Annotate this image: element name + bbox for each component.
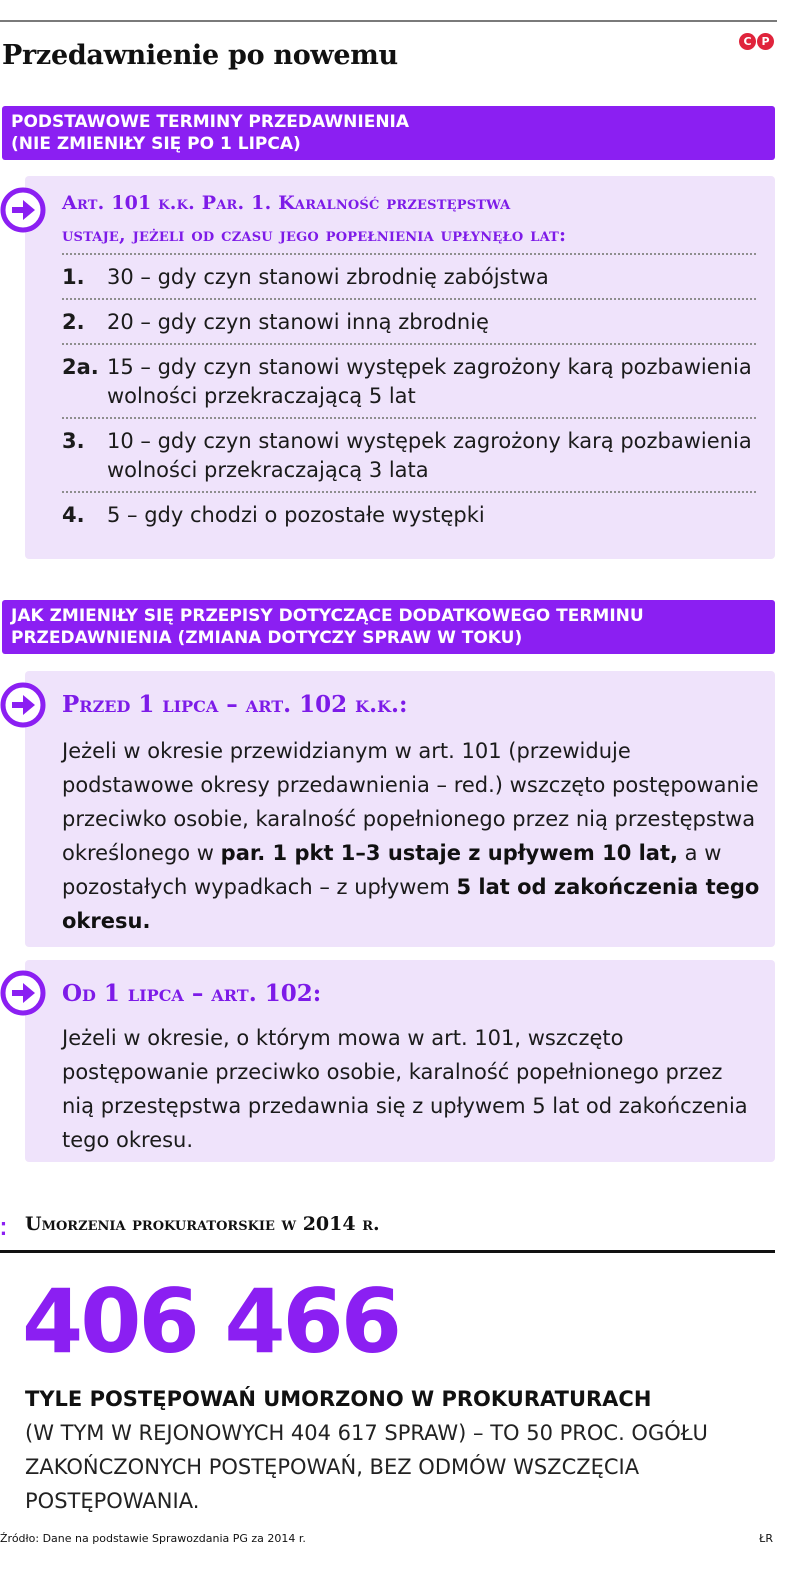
art102-new-text: Jeżeli w okresie, o którym mowa w art. 101, wszczęto postępowanie przeciwko osobie, karalność popełnionego przez nią przestępstwa przedawnia się z upływem 5 lat od zakończenia tego okresu. [62, 1026, 748, 1152]
band1-line2: (NIE ZMIENIŁY SIĘ PO 1 LIPCA) [11, 134, 301, 154]
band2-line2: PRZEDAWNIENIA (ZMIANA DOTYCZY SPRAW W TOKU) [11, 628, 523, 648]
band1-line1: PODSTAWOWE TERMINY PRZEDAWNIENIA [11, 112, 410, 132]
top-rule [0, 20, 777, 22]
page-title: Przedawnienie po nowemu [2, 40, 398, 71]
list-item [62, 253, 756, 298]
list-item-number: 3. [62, 429, 85, 453]
art102-old-text-part2: a w pozostałych wypadkach – z upływem [62, 841, 722, 899]
list-item [62, 343, 756, 417]
art102-old-text-bold2: 5 lat od zakończenia tego okresu. [62, 875, 760, 933]
art102-old-text [62, 734, 760, 938]
list-item [62, 417, 756, 491]
list-item-text: 10 – gdy czyn stanowi występek zagrożony karą pozbawienia wolności przekraczającą 3 lata [107, 429, 752, 482]
art102-old-heading: Przed 1 lipca – art. 102 k.k.: [62, 691, 408, 718]
band2-line1: JAK ZMIENIŁY SIĘ PRZEPISY DOTYCZĄCE DODATKOWEGO TERMINU [11, 606, 644, 626]
art101-list [62, 253, 756, 536]
source-note: Źródło: Dane na podstawie Sprawozdania PG za 2014 r. [0, 1532, 306, 1545]
arrow-right-circle-icon [0, 682, 46, 728]
big-number: 406 466 [22, 1270, 400, 1373]
list-item-number: 1. [62, 265, 85, 289]
list-item-number: 2. [62, 310, 85, 334]
list-item-number: 2a. [62, 355, 99, 379]
section-band-basic-terms [2, 106, 775, 160]
list-item-text: 30 – gdy czyn stanowi zbrodnię zabójstwa [107, 265, 549, 289]
list-item-text: 5 – gdy chodzi o pozostałe występki [107, 503, 485, 527]
bullet-dots-icon: ⁚ [0, 1219, 7, 1240]
art102-old-text-part1: Jeżeli w okresie przewidzianym w art. 101 (przewiduje podstawowe okresy przedawnienia – red.) wszczęto postępowanie przeciwko osobie, karalność popełnionego przez nią przestępstwa określonego w [62, 739, 759, 865]
art101-heading-line1: Art. 101 k.k. Par. 1. Karalność przestępstwa [62, 192, 511, 214]
list-item-text: 20 – gdy czyn stanowi inną zbrodnię [107, 310, 489, 334]
list-item-text: 15 – gdy czyn stanowi występek zagrożony karą pozbawienia wolności przekraczającą 5 lat [107, 355, 752, 408]
umorzenia-lead: TYLE POSTĘPOWAŃ UMORZONO W PROKURATURACH [25, 1387, 652, 1411]
list-item [62, 298, 756, 343]
logo-c: C [739, 33, 756, 50]
art102-new-heading: Od 1 lipca – art. 102: [62, 980, 322, 1007]
logo-p: P [757, 33, 774, 50]
umorzenia-body: (W TYM W REJONOWYCH 404 617 SPRAW) – TO 50 PROC. OGÓŁU ZAKOŃCZONYCH POSTĘPOWAŃ, BEZ ODMÓW WSZCZĘCIA POSTĘPOWANIA. [25, 1421, 708, 1513]
art101-heading-line2: ustaje, jeżeli od czasu jego popełnienia upłynęło lat: [62, 224, 567, 246]
arrow-right-circle-icon [0, 187, 46, 233]
author-initials: ŁR [759, 1532, 773, 1545]
list-item-number: 4. [62, 503, 85, 527]
art101-heading [62, 187, 566, 251]
art102-old-text-bold1: par. 1 pkt 1–3 ustaje z upływem 10 lat, [220, 841, 678, 865]
umorzenia-heading: Umorzenia prokuratorskie w 2014 r. [25, 1213, 380, 1235]
copyright-logo [739, 33, 774, 50]
list-item [62, 491, 756, 536]
section-band-additional-terms [2, 600, 775, 654]
arrow-right-circle-icon [0, 970, 46, 1016]
umorzenia-rule [0, 1250, 775, 1253]
